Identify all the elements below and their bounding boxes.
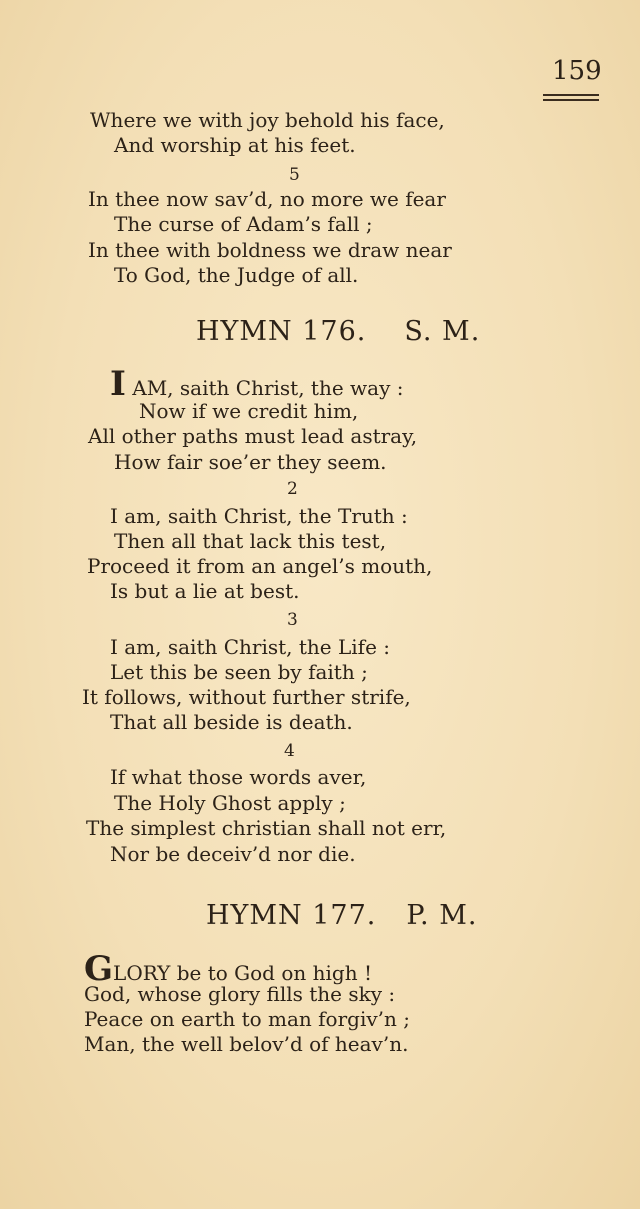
hymn-meter: P. M. — [406, 900, 478, 931]
verse-line: Proceed it from an angel’s mouth, — [87, 554, 433, 578]
verse-line: All other paths must lead astray, — [88, 424, 418, 448]
verse-number: 2 — [287, 479, 298, 499]
verse-first-line — [84, 949, 372, 989]
verse-number: 5 — [289, 165, 300, 185]
hymn-177-heading — [206, 902, 477, 929]
verse-line: In thee with boldness we draw near — [88, 238, 452, 262]
verse-line: The simplest christian shall not err, — [86, 816, 447, 840]
verse-line: Is but a lie at best. — [110, 579, 300, 603]
header-rule — [543, 99, 599, 101]
verse-line: In thee now sav’d, no more we fear — [88, 187, 446, 211]
verse-number: 3 — [287, 610, 298, 630]
verse-line: Let this be seen by faith ; — [110, 660, 368, 684]
verse-line: It follows, without further strife, — [82, 685, 411, 709]
hymn-176-heading — [196, 318, 480, 345]
verse-line: How fair soe’er they seem. — [114, 450, 387, 474]
verse-line-rest: be to God on high ! — [170, 961, 372, 985]
verse-number: 4 — [284, 741, 295, 761]
verse-line-rest: AM, saith Christ, the way : — [125, 376, 404, 400]
verse-line: Peace on earth to man forgiv’n ; — [84, 1007, 410, 1031]
verse-line: The Holy Ghost apply ; — [114, 791, 346, 815]
verse-line: If what those words aver, — [110, 765, 367, 789]
small-caps-word: LORY — [113, 961, 171, 985]
verse-line: Then all that lack this test, — [114, 529, 387, 553]
verse-line: And worship at his feet. — [114, 133, 356, 157]
verse-line: The curse of Adam’s fall ; — [114, 212, 373, 236]
verse-line: That all beside is death. — [110, 710, 353, 734]
page-number: 159 — [552, 56, 602, 86]
verse-line: Now if we credit him, — [139, 399, 359, 423]
hymn-meter: S. M. — [404, 316, 481, 347]
verse-line: Nor be deceiv’d nor die. — [110, 842, 356, 866]
verse-line: I am, saith Christ, the Truth : — [110, 504, 408, 528]
verse-line: To God, the Judge of all. — [114, 263, 359, 287]
verse-first-line — [110, 364, 404, 404]
drop-cap: G — [84, 949, 114, 989]
header-rule — [543, 94, 599, 96]
verse-line: God, whose glory fills the sky : — [84, 982, 396, 1006]
verse-line: Man, the well belov’d of heav’n. — [84, 1032, 409, 1056]
hymn-title: HYMN 176. — [196, 316, 367, 347]
verse-line: Where we with joy behold his face, — [90, 108, 445, 132]
drop-cap: I — [110, 364, 126, 404]
hymn-title: HYMN 177. — [206, 900, 377, 931]
verse-line: I am, saith Christ, the Life : — [110, 635, 390, 659]
